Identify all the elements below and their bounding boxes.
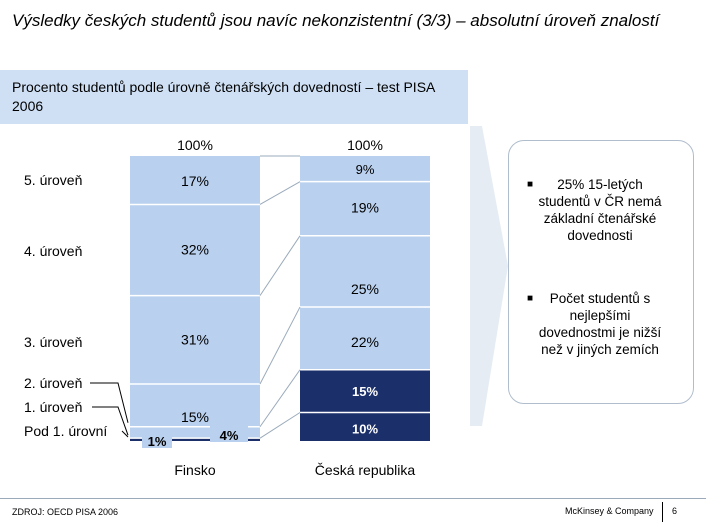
data-label: 9% xyxy=(355,162,375,177)
company-name: McKinsey & Company xyxy=(565,506,654,516)
stacked-bar-chart xyxy=(0,126,500,486)
bullet-square-icon: ■ xyxy=(527,293,534,304)
page-title: Výsledky českých studentů jsou navíc nekonzistentní (3/3) – absolutní úroveň znalostí xyxy=(12,11,660,30)
level-label: 4. úroveň xyxy=(24,243,83,259)
level-label: Pod 1. úrovní xyxy=(24,423,108,439)
connector-line xyxy=(260,236,300,296)
data-label: 15% xyxy=(180,409,210,425)
data-label: 15% xyxy=(351,383,379,399)
level-label: 1. úroveň xyxy=(24,399,83,415)
connector-line xyxy=(260,413,300,439)
leader-line xyxy=(90,383,128,423)
callout-bullet-text: Počet studentů s nejlepšími dovednostmi je nižší než v jiných zemích xyxy=(538,291,662,357)
page-separator xyxy=(662,502,663,522)
data-label: 22% xyxy=(350,334,380,351)
category-label: Česká republika xyxy=(314,462,416,478)
callout-bullet-2 xyxy=(527,290,665,358)
level-label: 5. úroveň xyxy=(24,172,83,188)
total-label: 100% xyxy=(177,137,213,153)
footer-divider xyxy=(0,498,706,499)
level-label: 3. úroveň xyxy=(24,334,83,350)
category-label: Finsko xyxy=(174,462,216,478)
chart-subtitle: Procento studentů podle úrovně čtenářských dovedností – test PISA 2006 xyxy=(12,79,435,114)
data-label: 31% xyxy=(180,331,210,348)
data-label: 4% xyxy=(219,428,239,443)
data-label: 32% xyxy=(180,241,210,258)
data-label: 1% xyxy=(147,434,167,449)
bullet-square-icon: ■ xyxy=(527,179,534,190)
connector-line xyxy=(260,370,300,427)
source-note: ZDROJ: OECD PISA 2006 xyxy=(12,507,119,517)
callout-bullet-1 xyxy=(527,176,665,244)
arrow-chevron xyxy=(470,126,510,426)
connector-line xyxy=(260,307,300,384)
connector-line xyxy=(260,182,300,205)
data-label: 25% xyxy=(350,280,380,297)
data-label: 10% xyxy=(351,421,379,437)
data-label: 19% xyxy=(350,199,380,216)
total-label: 100% xyxy=(347,137,383,153)
page-number: 6 xyxy=(672,506,678,516)
level-label: 2. úroveň xyxy=(24,375,83,391)
data-label: 17% xyxy=(180,173,210,189)
callout-bullet-text: 25% 15-letých studentů v ČR nemá základní čtenářské dovednosti xyxy=(538,177,662,243)
